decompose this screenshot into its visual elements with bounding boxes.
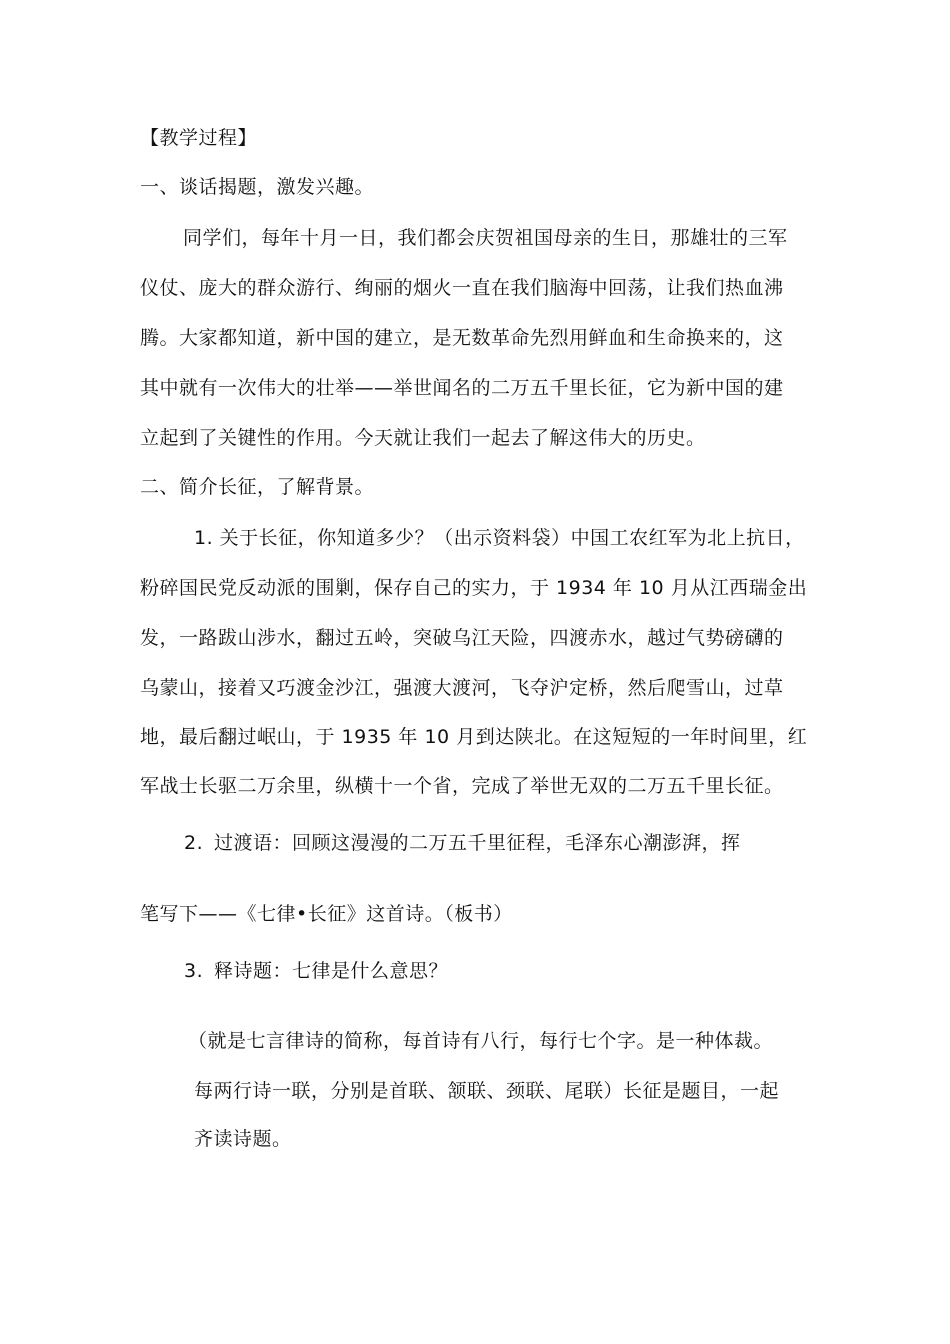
item1-line: 军战士长驱二万余里，纵横十一个省，完成了举世无双的二万五千里长征。	[140, 775, 784, 797]
paragraph-line: 仪仗、庞大的群众游行、绚丽的烟火一直在我们脑海中回荡，让我们热血沸	[140, 277, 784, 299]
item1-line: 乌蒙山，接着又巧渡金沙江，强渡大渡河，飞夺沪定桥，然后爬雪山，过草	[140, 677, 784, 699]
item3-number: 3.	[184, 960, 204, 982]
item1-line: 粉碎国民党反动派的围剿，保存自己的实力，于 1934 年 10 月从江西瑞金出	[140, 577, 808, 599]
part1-heading: 一、谈话揭题，激发兴趣。	[140, 176, 375, 198]
note-line: 每两行诗一联，分别是首联、颔联、颈联、尾联）长征是题目，一起	[194, 1080, 780, 1102]
item3-line	[184, 958, 448, 984]
item2-line	[184, 830, 741, 856]
section-title: 【教学过程】	[140, 127, 258, 149]
paragraph-line: 同学们，每年十月一日，我们都会庆贺祖国母亲的生日，那雄壮的三军	[183, 227, 788, 249]
item1-line: 发，一路跋山涉水，翻过五岭，突破乌江天险，四渡赤水，越过气势磅礴的	[140, 627, 784, 649]
paragraph-line: 腾。大家都知道，新中国的建立，是无数革命先烈用鲜血和生命换来的，这	[140, 327, 784, 349]
note-line: （就是七言律诗的简称，每首诗有八行，每行七个字。是一种体裁。	[188, 1030, 774, 1052]
item1-line: 地，最后翻过岷山，于 1935 年 10 月到达陕北。在这短短的一年时间里，红	[140, 726, 808, 748]
item2-text: 过渡语：回顾这漫漫的二万五千里征程，毛泽东心潮澎湃，挥	[214, 832, 741, 854]
paragraph-line: 其中就有一次伟大的壮举——举世闻名的二万五千里长征，它为新中国的建	[140, 377, 784, 399]
note-line: 齐读诗题。	[194, 1128, 292, 1150]
item2-continuation: 笔写下——《七律•长征》这首诗。（板书）	[140, 903, 513, 925]
item1-line: 1. 关于长征，你知道多少？（出示资料袋）中国工农红军为北上抗日，	[194, 527, 805, 549]
part2-heading: 二、简介长征，了解背景。	[140, 476, 375, 498]
item2-number: 2.	[184, 832, 204, 854]
paragraph-line: 立起到了关键性的作用。今天就让我们一起去了解这伟大的历史。	[140, 427, 706, 449]
item3-text: 释诗题：七律是什么意思？	[214, 960, 449, 982]
